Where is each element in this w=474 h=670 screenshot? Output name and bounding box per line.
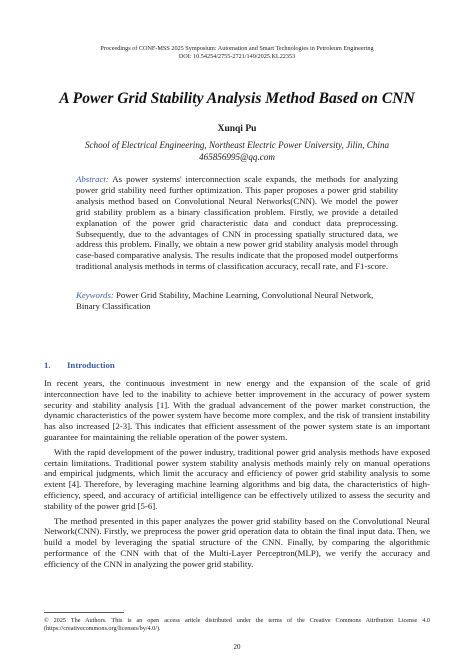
keywords-label: Keywords: <box>76 290 114 300</box>
paragraph: In recent years, the continuous investment in new energy and the expansion of the scale of grid interconnection have led to the inability to achieve better improvement in the accuracy of power system security and stability analysis [1]. With the gradual advancement of the power market construction, the dynamic characteristics of the power system have become more complex, and the risk of transient instability has also increased [2-3]. This indicates that efficient assessment of the power system state is an important guarantee for maintaining the reliable operation of the power system. <box>44 378 430 442</box>
footnote-divider <box>44 612 124 613</box>
author-name: Xunqi Pu <box>217 124 257 134</box>
section-heading <box>44 360 434 370</box>
paragraph: With the rapid development of the power industry, traditional power grid analysis methods have exposed certain limitations. Traditional power system stability analysis methods mainly rely on manual operations and empirical judgments, which limit the accuracy and efficiency of power grid stability analysis to some extent [4]. Therefore, by leveraging machine learning algorithms and big data, the characteristics of high-efficiency, speed, and accuracy of artificial intelligence can be effectively utilized to assess the security and stability of the power grid [5-6]. <box>44 446 430 511</box>
license-footnote: © 2025 The Authors. This is an open access article distributed under the terms of the Creative Commons Attribution License 4.0 (https://creativecommons.org/licenses/by/4.0/). <box>44 617 430 632</box>
proceedings-header <box>0 45 474 61</box>
keywords <box>76 290 398 312</box>
paragraph: The method presented in this paper analyzes the power grid stability based on the Convolutional Neural Network(CNN). Firstly, we preprocess the power grid operation data to obtain the final input data. Then, we build a model by leveraging the spatial structure of the CNN. Finally, by comparing the algorithmic performance of the CNN with that of the Multi-Layer Perceptron(MLP), we verify the accuracy and efficiency of the CNN in analyzing the power grid stability. <box>44 515 430 569</box>
abstract-text: As power systems' interconnection scale expands, the methods for analyzing power grid stability need further optimization. This paper proposes a power grid stability analysis method based on Convolutional Neural Networks(CNN). We model the power grid stability problem as a binary classification problem. Firstly, we provide a detailed explanation of the power grid characteristic data and conduct data preprocessing. Subsequently, due to the advantages of CNN in processing spatially structured data, we address this problem. Finally, we obtain a new power grid stability analysis model through case-based comparative analysis. The results indicate that the proposed model outperforms traditional analysis methods in terms of classification accuracy, recall rate, and F1-score. <box>76 174 398 272</box>
affiliation: School of Electrical Engineering, Northeast Electric Power University, Jilin, China <box>84 140 390 150</box>
abstract-label: Abstract: <box>76 174 109 184</box>
page-number: 20 <box>233 643 241 651</box>
paper-title: A Power Grid Stability Analysis Method Based on CNN <box>59 90 415 107</box>
section-title: Introduction <box>67 360 115 370</box>
abstract <box>76 174 398 272</box>
header-line-1: Proceedings of CONF-MSS 2025 Symposium: Automation and Smart Technologies in Petroleum Engineering <box>100 45 374 52</box>
affiliation-block <box>0 139 474 163</box>
body-text <box>44 378 430 574</box>
author-email: 465856995@qq.com <box>199 152 275 162</box>
keywords-text: Power Grid Stability, Machine Learning, Convolutional Neural Network, Binary Classification <box>76 290 374 311</box>
section-number: 1. <box>44 360 51 370</box>
header-doi: DOI: 10.54254/2755-2721/149/2025.KL22353 <box>178 53 296 60</box>
